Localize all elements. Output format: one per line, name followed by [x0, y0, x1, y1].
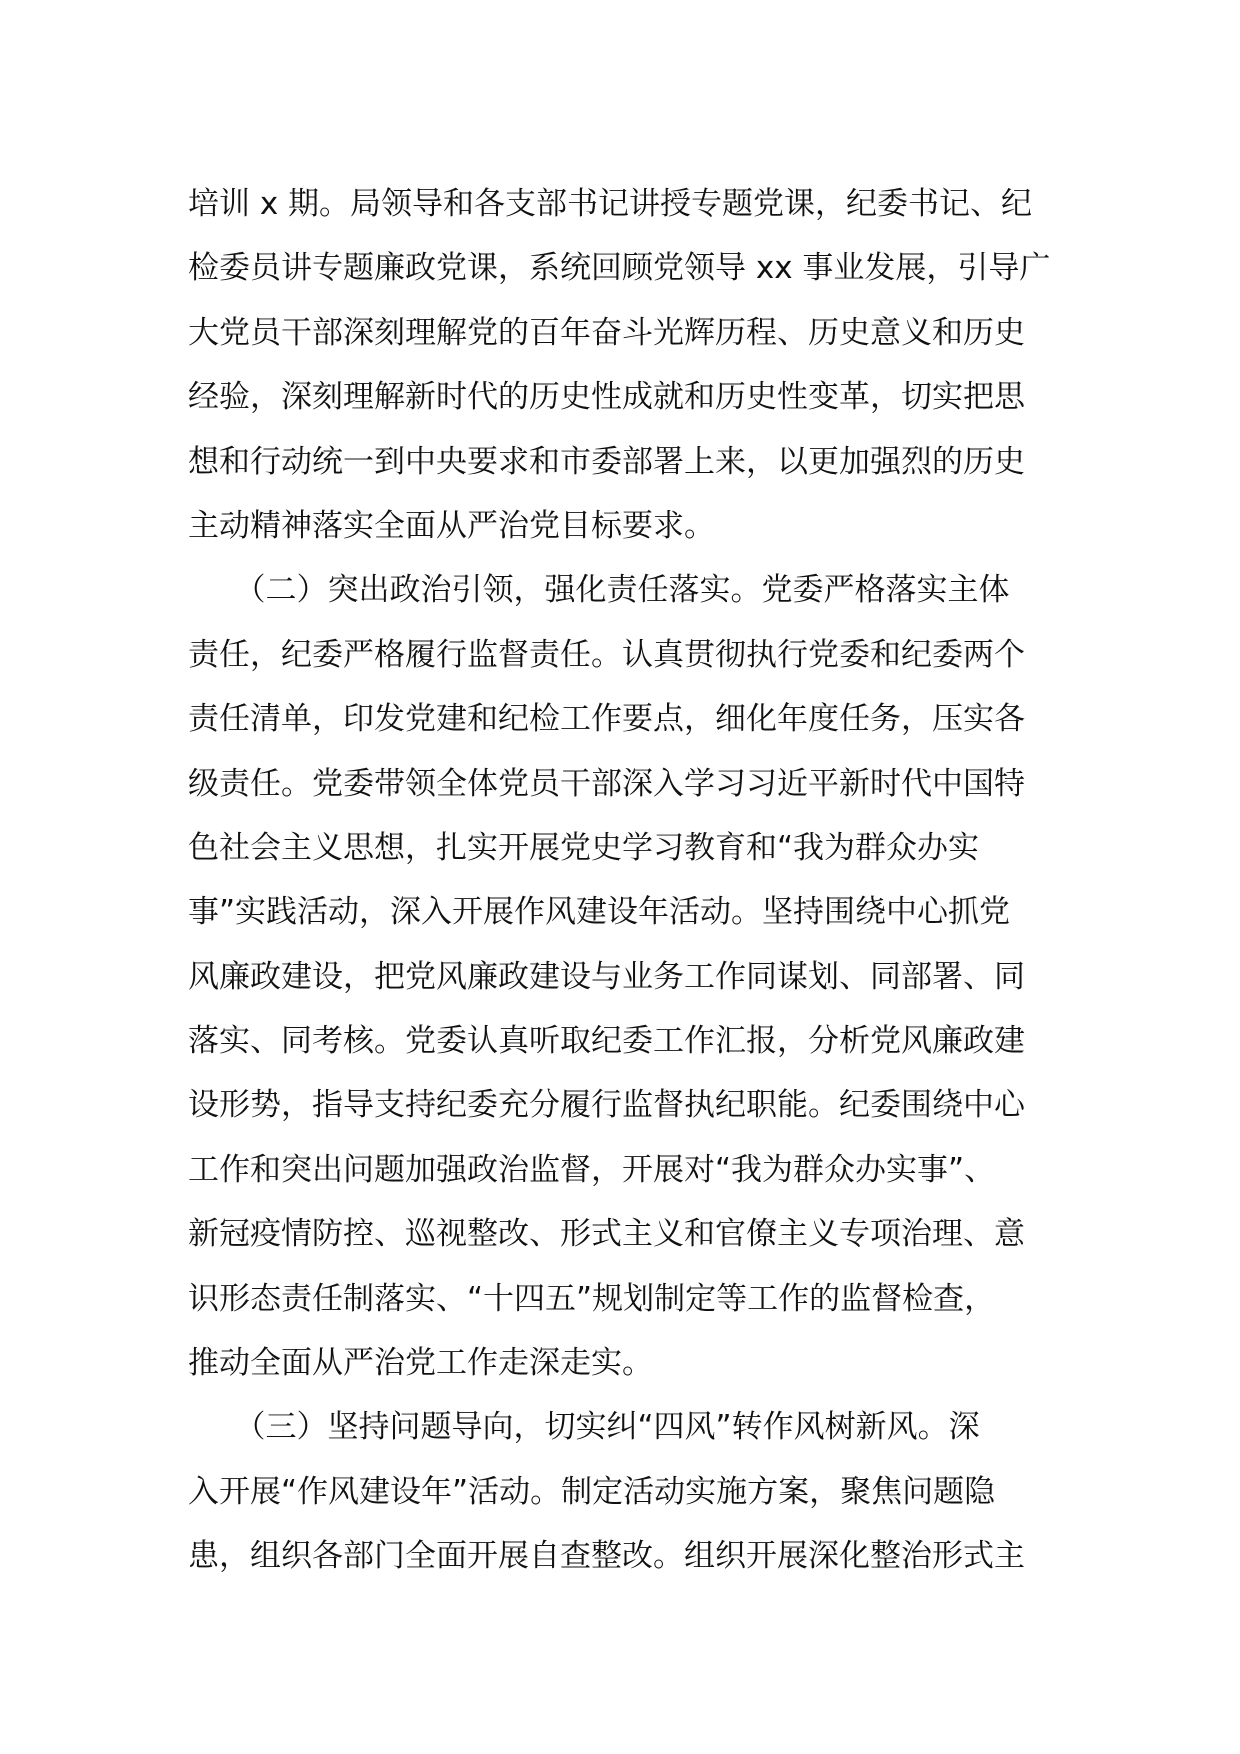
text-line: 推动全面从严治党工作走深走实。 — [188, 1345, 653, 1382]
text-line: （二）突出政治引领，强化责任落实。党委严格落实主体 — [188, 572, 1010, 609]
body-text — [188, 172, 1056, 1589]
text-line: 工作和突出问题加强政治监督，开展对“我为群众办实事”、 — [188, 1151, 996, 1188]
text-line: 新冠疫情防控、巡视整改、形式主义和官僚主义专项治理、意 — [188, 1216, 1025, 1253]
text-line: 入开展“作风建设年”活动。制定活动实施方案，聚焦问题隐 — [188, 1473, 996, 1510]
text-line: 事”实践活动，深入开展作风建设年活动。坚持围绕中心抓党 — [188, 894, 1011, 931]
text-line: 识形态责任制落实、“十四五”规划制定等工作的监督检查， — [188, 1280, 996, 1317]
text-line: 主动精神落实全面从严治党目标要求。 — [188, 507, 715, 544]
text-line: 责任，纪委严格履行监督责任。认真贯彻执行党委和纪委两个 — [188, 636, 1025, 673]
text-line: （三）坚持问题导向，切实纠“四风”转作风树新风。深 — [188, 1409, 980, 1446]
text-line: 培训 x 期。局领导和各支部书记讲授专题党课，纪委书记、纪 — [188, 186, 1033, 222]
text-line: 大党员干部深刻理解党的百年奋斗光辉历程、历史意义和历史 — [188, 314, 1025, 351]
text-line: 经验，深刻理解新时代的历史性成就和历史性变革，切实把思 — [188, 379, 1025, 416]
text-line: 检委员讲专题廉政党课，系统回顾党领导 xx 事业发展，引导广 — [188, 250, 1051, 287]
text-line: 责任清单，印发党建和纪检工作要点，细化年度任务，压实各 — [188, 701, 1025, 738]
text-line: 级责任。党委带领全体党员干部深入学习习近平新时代中国特 — [188, 765, 1025, 802]
text-line: 患，组织各部门全面开展自查整改。组织开展深化整治形式主 — [188, 1538, 1025, 1575]
text-line: 设形势，指导支持纪委充分履行监督执纪职能。纪委围绕中心 — [188, 1087, 1025, 1124]
text-line: 想和行动统一到中央要求和市委部署上来，以更加强烈的历史 — [188, 443, 1025, 480]
text-line: 落实、同考核。党委认真听取纪委工作汇报，分析党风廉政建 — [188, 1023, 1025, 1060]
text-line: 色社会主义思想，扎实开展党史学习教育和“我为群众办实 — [188, 829, 980, 866]
text-line: 风廉政建设，把党风廉政建设与业务工作同谋划、同部署、同 — [188, 958, 1025, 995]
